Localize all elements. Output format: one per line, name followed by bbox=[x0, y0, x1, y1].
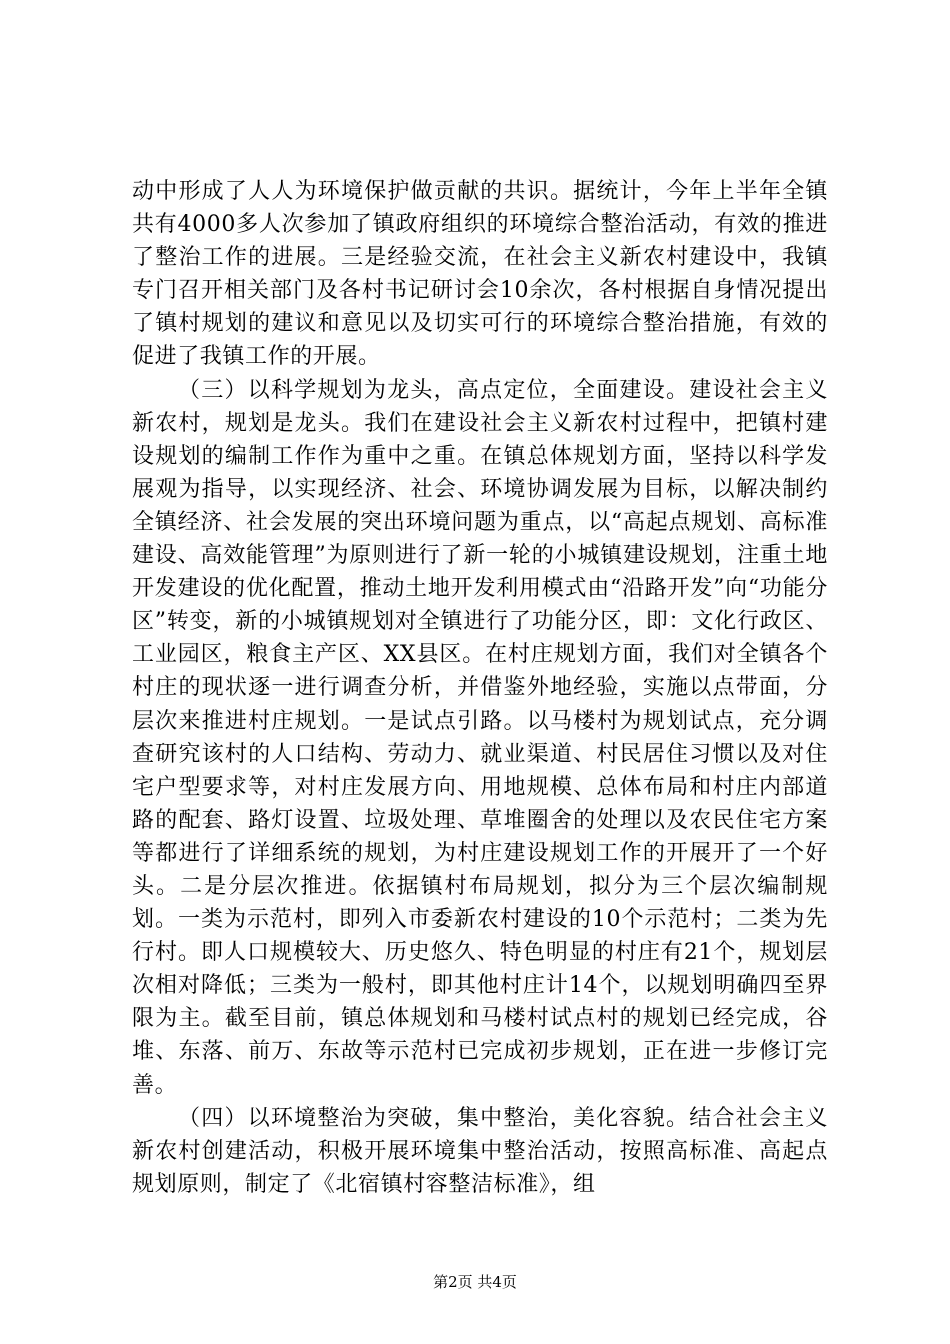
paragraph-continuation: 动中形成了人人为环境保护做贡献的共识。据统计，今年上半年全镇共有4000多人次参加了镇政府组织的环境综合整治活动，有效的推进了整治工作的进展。三是经验交流，在社会主义新农村建设中，我镇专门召开相关部门及各村书记研讨会10余次，各村根据自身情况提出了镇村规划的建议和意见以及切实可行的环境综合整治措施，有效的促进了我镇工作的开展。 bbox=[132, 179, 828, 370]
document-body bbox=[132, 175, 828, 1201]
paragraph-section-3: （三）以科学规划为龙头，高点定位，全面建设。建设社会主义新农村，规划是龙头。我们在建设社会主义新农村过程中，把镇村建设规划的编制工作作为重中之重。在镇总体规划方面，坚持以科学发展观为指导，以实现经济、社会、环境协调发展为目标，以解决制约全镇经济、社会发展的突出环境问题为重点，以“高起点规划、高标准建设、高效能管理”为原则进行了新一轮的小城镇建设规划，注重土地开发建设的优化配置，推动土地开发利用模式由“沿路开发”向“功能分区”转变，新的小城镇规划对全镇进行了功能分区，即：文化行政区、工业园区，粮食主产区、XX县区。在村庄规划方面，我们对全镇各个村庄的现状逐一进行调查分析，并借鉴外地经验，实施以点带面，分层次来推进村庄规划。一是试点引路。以马楼村为规划试点，充分调查研究该村的人口结构、劳动力、就业渠道、村民居住习惯以及对住宅户型要求等，对村庄发展方向、用地规模、总体布局和村庄内部道路的配套、路灯设置、垃圾处理、草堆圈舍的处理以及农民住宅方案等都进行了详细系统的规划，为村庄建设规划工作的开展开了一个好头。二是分层次推进。依据镇村布局规划，拟分为三个层次编制规划。一类为示范村，即列入市委新农村建设的10个示范村；二类为先行村。即人口规模较大、历史悠久、特色明显的村庄有21个，规划层次相对降低；三类为一般村，即其他村庄计14个，以规划明确四至界限为主。截至目前，镇总体规划和马楼村试点村的规划已经完成，谷堆、东落、前万、东故等示范村已完成初步规划，正在进一步修订完善。 bbox=[132, 377, 828, 1098]
paragraph-section-4: （四）以环境整治为突破，集中整治，美化容貌。结合社会主义新农村创建活动，积极开展环境集中整治活动，按照高标准、高起点规划原则，制定了《北宿镇村容整洁标准》，组 bbox=[132, 1105, 828, 1197]
page-number-footer: 第2页 共4页 bbox=[433, 1273, 517, 1291]
